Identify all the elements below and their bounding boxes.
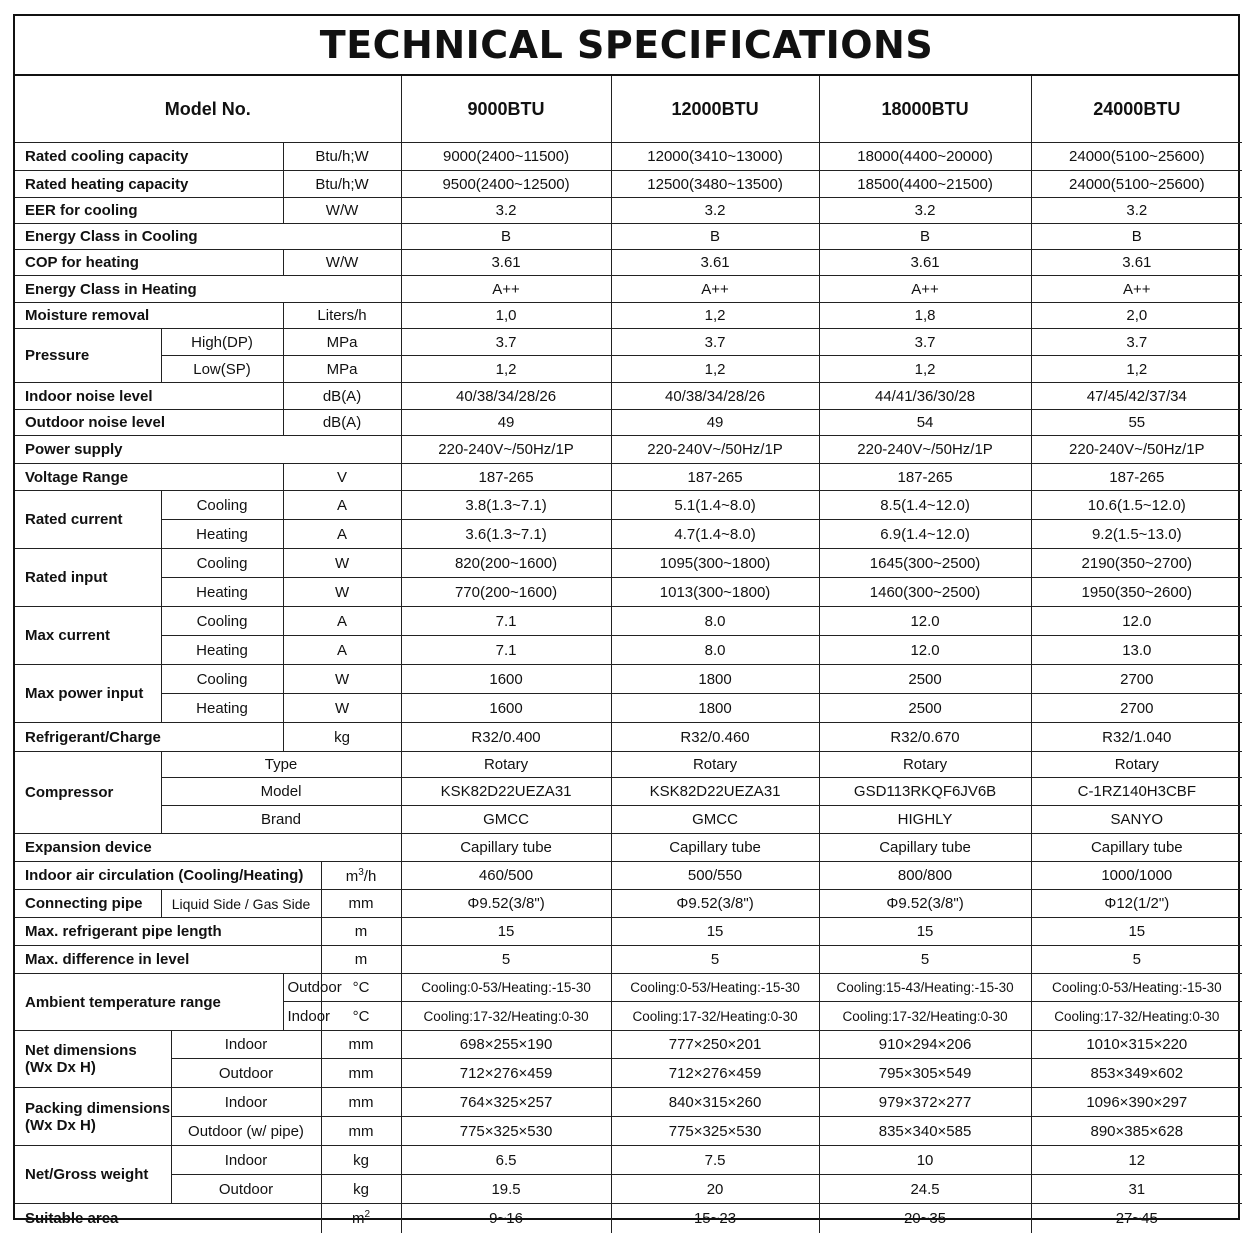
- table-row: [15, 520, 1242, 549]
- value-cell: 698×255×190: [401, 1031, 611, 1059]
- value-cell: 24000(5100~25600): [1031, 171, 1242, 198]
- group-label: [15, 1031, 171, 1088]
- table-row: [15, 224, 1242, 250]
- value-cell: Rotary: [611, 752, 819, 778]
- value-cell: R32/0.400: [401, 723, 611, 752]
- table-row: [15, 1117, 1242, 1146]
- model-header: 9000BTU: [401, 76, 611, 143]
- unit-cell: kg: [321, 1175, 401, 1204]
- value-cell: A++: [401, 276, 611, 303]
- unit-cell: [321, 862, 401, 890]
- sub-label: Outdoor (w/ pipe): [171, 1117, 321, 1146]
- value-cell: 5: [401, 946, 611, 974]
- row-label: Energy Class in Heating: [15, 276, 401, 303]
- table-row: [15, 974, 1242, 1002]
- table-row: [15, 578, 1242, 607]
- group-label: [15, 1088, 171, 1146]
- spec-sheet: [13, 14, 1240, 1228]
- table-row: [15, 752, 1242, 778]
- table-row: [15, 171, 1242, 198]
- table-row: [15, 890, 1242, 918]
- table-row: [15, 636, 1242, 665]
- value-cell: SANYO: [1031, 806, 1242, 834]
- unit-cell: W/W: [283, 250, 401, 276]
- value-cell: 19.5: [401, 1175, 611, 1204]
- unit-base: m: [351, 1210, 365, 1228]
- value-cell: 5: [1031, 946, 1242, 974]
- value-cell: 44/41/36/30/28: [819, 383, 1031, 410]
- value-cell: Cooling:0-53/Heating:-15-30: [1031, 974, 1242, 1002]
- value-cell: 1,0: [401, 303, 611, 329]
- value-cell: 910×294×206: [819, 1031, 1031, 1059]
- value-cell: Capillary tube: [401, 834, 611, 862]
- value-cell: 15: [401, 918, 611, 946]
- table-row: [15, 1031, 1242, 1059]
- table-row: [15, 1059, 1242, 1088]
- value-cell: 13.0: [1031, 636, 1242, 665]
- value-cell: KSK82D22UEZA31: [401, 778, 611, 806]
- value-cell: 775×325×530: [401, 1117, 611, 1146]
- value-cell: 2500: [819, 694, 1031, 723]
- value-cell: 712×276×459: [611, 1059, 819, 1088]
- value-cell: 20~35: [819, 1204, 1031, 1233]
- value-cell: 1,2: [819, 356, 1031, 383]
- row-label: Max. difference in level: [15, 946, 321, 974]
- value-cell: 54: [819, 410, 1031, 436]
- header-row: [15, 76, 1242, 143]
- unit-cell: MPa: [283, 329, 401, 356]
- value-cell: 220-240V~/50Hz/1P: [819, 436, 1031, 464]
- value-cell: Rotary: [1031, 752, 1242, 778]
- unit-cell: W/W: [283, 198, 401, 224]
- value-cell: R32/0.670: [819, 723, 1031, 752]
- value-cell: 3.61: [819, 250, 1031, 276]
- value-cell: 49: [611, 410, 819, 436]
- table-row: [15, 198, 1242, 224]
- value-cell: A++: [1031, 276, 1242, 303]
- value-cell: KSK82D22UEZA31: [611, 778, 819, 806]
- value-cell: 3.2: [1031, 198, 1242, 224]
- value-cell: 9.2(1.5~13.0): [1031, 520, 1242, 549]
- unit-cell: mm: [321, 1059, 401, 1088]
- value-cell: 1,2: [611, 356, 819, 383]
- value-cell: 840×315×260: [611, 1088, 819, 1117]
- unit-superscript: 3: [358, 866, 364, 878]
- value-cell: C-1RZ140H3CBF: [1031, 778, 1242, 806]
- unit-cell: W: [283, 694, 401, 723]
- unit-cell: mm: [321, 1117, 401, 1146]
- value-cell: 1600: [401, 665, 611, 694]
- value-cell: 4.7(1.4~8.0): [611, 520, 819, 549]
- model-header: 24000BTU: [1031, 76, 1242, 143]
- value-cell: 1800: [611, 694, 819, 723]
- value-cell: 187-265: [819, 464, 1031, 491]
- value-cell: 12500(3480~13500): [611, 171, 819, 198]
- page-title: TECHNICAL SPECIFICATIONS: [15, 16, 1238, 76]
- table-row: [15, 303, 1242, 329]
- table-row: [15, 694, 1242, 723]
- value-cell: Cooling:17-32/Heating:0-30: [611, 1002, 819, 1031]
- value-cell: 3.7: [819, 329, 1031, 356]
- sub-label: Model: [161, 778, 401, 806]
- group-label: Rated input: [15, 549, 161, 607]
- value-cell: 3.61: [1031, 250, 1242, 276]
- unit-cell: kg: [321, 1146, 401, 1175]
- value-cell: 1010×315×220: [1031, 1031, 1242, 1059]
- value-cell: 3.61: [401, 250, 611, 276]
- value-cell: Rotary: [401, 752, 611, 778]
- group-label-line: (Wx Dx H): [25, 1059, 96, 1076]
- value-cell: R32/1.040: [1031, 723, 1242, 752]
- row-label: Rated heating capacity: [15, 171, 283, 198]
- value-cell: 15: [1031, 918, 1242, 946]
- value-cell: 10.6(1.5~12.0): [1031, 491, 1242, 520]
- value-cell: B: [819, 224, 1031, 250]
- row-label: Outdoor noise level: [15, 410, 283, 436]
- sub-label: Cooling: [161, 665, 283, 694]
- table-row: [15, 356, 1242, 383]
- unit-base: m: [345, 867, 359, 885]
- row-label: COP for heating: [15, 250, 283, 276]
- unit-cell: W: [283, 578, 401, 607]
- unit-cell: A: [283, 636, 401, 665]
- value-cell: 800/800: [819, 862, 1031, 890]
- value-cell: Cooling:17-32/Heating:0-30: [1031, 1002, 1242, 1031]
- sub-label: Low(SP): [161, 356, 283, 383]
- value-cell: 187-265: [1031, 464, 1242, 491]
- group-label: Ambient temperature range: [15, 974, 283, 1031]
- value-cell: 9500(2400~12500): [401, 171, 611, 198]
- value-cell: Capillary tube: [1031, 834, 1242, 862]
- table-row: [15, 464, 1242, 491]
- table-row: [15, 436, 1242, 464]
- group-label: Net/Gross weight: [15, 1146, 171, 1204]
- unit-cell: Btu/h;W: [283, 171, 401, 198]
- value-cell: 12.0: [1031, 607, 1242, 636]
- value-cell: 3.6(1.3~7.1): [401, 520, 611, 549]
- sub-label: Indoor: [171, 1146, 321, 1175]
- value-cell: 47/45/42/37/34: [1031, 383, 1242, 410]
- group-label: Compressor: [15, 752, 161, 834]
- sub-label: Indoor: [283, 1002, 321, 1031]
- group-label: Pressure: [15, 329, 161, 383]
- value-cell: 12.0: [819, 607, 1031, 636]
- group-label-line: Net dimensions: [25, 1042, 137, 1059]
- value-cell: Capillary tube: [819, 834, 1031, 862]
- value-cell: 3.2: [611, 198, 819, 224]
- model-label: Model No.: [15, 76, 401, 143]
- sub-label: Cooling: [161, 607, 283, 636]
- value-cell: 18500(4400~21500): [819, 171, 1031, 198]
- table-row: [15, 143, 1242, 171]
- group-label-line: (Wx Dx H): [25, 1116, 96, 1134]
- value-cell: 2190(350~2700): [1031, 549, 1242, 578]
- sub-label: Type: [161, 752, 401, 778]
- sub-label: Liquid Side / Gas Side: [161, 890, 321, 918]
- value-cell: 3.2: [819, 198, 1031, 224]
- row-label: Voltage Range: [15, 464, 283, 491]
- value-cell: 853×349×602: [1031, 1059, 1242, 1088]
- row-label: Energy Class in Cooling: [15, 224, 401, 250]
- value-cell: Capillary tube: [611, 834, 819, 862]
- unit-cell: A: [283, 607, 401, 636]
- value-cell: 40/38/34/28/26: [401, 383, 611, 410]
- value-cell: 15: [611, 918, 819, 946]
- sub-label: Heating: [161, 694, 283, 723]
- value-cell: 1013(300~1800): [611, 578, 819, 607]
- value-cell: 31: [1031, 1175, 1242, 1204]
- value-cell: 820(200~1600): [401, 549, 611, 578]
- row-label: Indoor noise level: [15, 383, 283, 410]
- row-label: Refrigerant/Charge: [15, 723, 283, 752]
- unit-cell: °C: [321, 974, 401, 1002]
- table-row: [15, 491, 1242, 520]
- value-cell: 2,0: [1031, 303, 1242, 329]
- value-cell: 2700: [1031, 665, 1242, 694]
- value-cell: GMCC: [401, 806, 611, 834]
- table-row: [15, 918, 1242, 946]
- value-cell: 3.8(1.3~7.1): [401, 491, 611, 520]
- value-cell: 8.0: [611, 636, 819, 665]
- unit-cell: mm: [321, 1031, 401, 1059]
- table-row: [15, 329, 1242, 356]
- unit-tail: /h: [363, 867, 377, 885]
- value-cell: 890×385×628: [1031, 1117, 1242, 1146]
- value-cell: 1645(300~2500): [819, 549, 1031, 578]
- table-row: [15, 946, 1242, 974]
- unit-cell: dB(A): [283, 410, 401, 436]
- unit-cell: A: [283, 491, 401, 520]
- value-cell: 24000(5100~25600): [1031, 143, 1242, 171]
- value-cell: 10: [819, 1146, 1031, 1175]
- value-cell: 8.0: [611, 607, 819, 636]
- row-label: EER for cooling: [15, 198, 283, 224]
- value-cell: 20: [611, 1175, 819, 1204]
- value-cell: Φ12(1/2"): [1031, 890, 1242, 918]
- model-header: 18000BTU: [819, 76, 1031, 143]
- value-cell: 795×305×549: [819, 1059, 1031, 1088]
- group-label: Max power input: [15, 665, 161, 723]
- value-cell: 187-265: [611, 464, 819, 491]
- row-label: Rated cooling capacity: [15, 143, 283, 171]
- value-cell: 1950(350~2600): [1031, 578, 1242, 607]
- value-cell: 777×250×201: [611, 1031, 819, 1059]
- table-row: [15, 276, 1242, 303]
- group-label: Rated current: [15, 491, 161, 549]
- row-label: Expansion device: [15, 834, 401, 862]
- value-cell: 3.7: [401, 329, 611, 356]
- unit-cell: W: [283, 549, 401, 578]
- sub-label: High(DP): [161, 329, 283, 356]
- value-cell: 15~23: [611, 1204, 819, 1233]
- value-cell: 2500: [819, 665, 1031, 694]
- row-label: Indoor air circulation (Cooling/Heating): [15, 862, 321, 890]
- sub-label: Heating: [161, 520, 283, 549]
- group-label: Max current: [15, 607, 161, 665]
- unit-cell: Btu/h;W: [283, 143, 401, 171]
- value-cell: 220-240V~/50Hz/1P: [401, 436, 611, 464]
- value-cell: 7.1: [401, 607, 611, 636]
- unit-cell: kg: [283, 723, 401, 752]
- value-cell: A++: [819, 276, 1031, 303]
- value-cell: 712×276×459: [401, 1059, 611, 1088]
- value-cell: 764×325×257: [401, 1088, 611, 1117]
- row-label: Max. refrigerant pipe length: [15, 918, 321, 946]
- unit-cell: MPa: [283, 356, 401, 383]
- value-cell: Φ9.52(3/8"): [611, 890, 819, 918]
- value-cell: 3.7: [611, 329, 819, 356]
- sub-label: Outdoor: [283, 974, 321, 1002]
- table-row: [15, 778, 1242, 806]
- sub-label: Heating: [161, 578, 283, 607]
- value-cell: Cooling:0-53/Heating:-15-30: [401, 974, 611, 1002]
- table-row: [15, 410, 1242, 436]
- value-cell: 1096×390×297: [1031, 1088, 1242, 1117]
- value-cell: 15: [819, 918, 1031, 946]
- sub-label: Outdoor: [171, 1059, 321, 1088]
- unit-cell: mm: [321, 890, 401, 918]
- table-row: [15, 549, 1242, 578]
- value-cell: 770(200~1600): [401, 578, 611, 607]
- value-cell: Φ9.52(3/8"): [401, 890, 611, 918]
- value-cell: 12.0: [819, 636, 1031, 665]
- value-cell: 1600: [401, 694, 611, 723]
- value-cell: 49: [401, 410, 611, 436]
- value-cell: GSD113RKQF6JV6B: [819, 778, 1031, 806]
- value-cell: 775×325×530: [611, 1117, 819, 1146]
- value-cell: 1,2: [611, 303, 819, 329]
- table-row: [15, 665, 1242, 694]
- value-cell: 24.5: [819, 1175, 1031, 1204]
- value-cell: 12: [1031, 1146, 1242, 1175]
- model-header: 12000BTU: [611, 76, 819, 143]
- value-cell: 187-265: [401, 464, 611, 491]
- value-cell: 6.9(1.4~12.0): [819, 520, 1031, 549]
- value-cell: 8.5(1.4~12.0): [819, 491, 1031, 520]
- table-row: [15, 1146, 1242, 1175]
- sub-label: Cooling: [161, 491, 283, 520]
- unit-cell: dB(A): [283, 383, 401, 410]
- value-cell: 3.61: [611, 250, 819, 276]
- value-cell: 1,8: [819, 303, 1031, 329]
- sub-label: Brand: [161, 806, 401, 834]
- unit-cell: m: [321, 918, 401, 946]
- value-cell: 5: [611, 946, 819, 974]
- value-cell: 220-240V~/50Hz/1P: [1031, 436, 1242, 464]
- group-label-line: Packing dimensions: [25, 1099, 171, 1117]
- value-cell: Cooling:17-32/Heating:0-30: [819, 1002, 1031, 1031]
- unit-cell: Liters/h: [283, 303, 401, 329]
- sub-label: Outdoor: [171, 1175, 321, 1204]
- value-cell: Rotary: [819, 752, 1031, 778]
- value-cell: 2700: [1031, 694, 1242, 723]
- value-cell: 835×340×585: [819, 1117, 1031, 1146]
- value-cell: R32/0.460: [611, 723, 819, 752]
- value-cell: 3.7: [1031, 329, 1242, 356]
- table-row: [15, 862, 1242, 890]
- value-cell: GMCC: [611, 806, 819, 834]
- unit-cell: W: [283, 665, 401, 694]
- value-cell: 7.5: [611, 1146, 819, 1175]
- table-row: [15, 383, 1242, 410]
- row-label: Power supply: [15, 436, 401, 464]
- unit-cell: [321, 1204, 401, 1233]
- table-row: [15, 250, 1242, 276]
- value-cell: B: [401, 224, 611, 250]
- value-cell: Cooling:15-43/Heating:-15-30: [819, 974, 1031, 1002]
- value-cell: 1,2: [401, 356, 611, 383]
- value-cell: 1000/1000: [1031, 862, 1242, 890]
- value-cell: 9000(2400~11500): [401, 143, 611, 171]
- table-row: [15, 723, 1242, 752]
- unit-cell: °C: [321, 1002, 401, 1031]
- unit-cell: m: [321, 946, 401, 974]
- value-cell: A++: [611, 276, 819, 303]
- value-cell: HIGHLY: [819, 806, 1031, 834]
- value-cell: 979×372×277: [819, 1088, 1031, 1117]
- table-row: [15, 1088, 1242, 1117]
- value-cell: 5.1(1.4~8.0): [611, 491, 819, 520]
- value-cell: 9~16: [401, 1204, 611, 1233]
- value-cell: 500/550: [611, 862, 819, 890]
- row-label: Moisture removal: [15, 303, 283, 329]
- value-cell: 460/500: [401, 862, 611, 890]
- value-cell: 1,2: [1031, 356, 1242, 383]
- value-cell: Cooling:0-53/Heating:-15-30: [611, 974, 819, 1002]
- value-cell: Cooling:17-32/Heating:0-30: [401, 1002, 611, 1031]
- value-cell: 55: [1031, 410, 1242, 436]
- table-row: [15, 834, 1242, 862]
- value-cell: 1460(300~2500): [819, 578, 1031, 607]
- value-cell: 27~45: [1031, 1204, 1242, 1233]
- value-cell: 12000(3410~13000): [611, 143, 819, 171]
- table-row: [15, 806, 1242, 834]
- value-cell: 6.5: [401, 1146, 611, 1175]
- sub-label: Indoor: [171, 1031, 321, 1059]
- table-row: [15, 607, 1242, 636]
- row-label: Connecting pipe: [15, 890, 161, 918]
- unit-cell: V: [283, 464, 401, 491]
- value-cell: Φ9.52(3/8"): [819, 890, 1031, 918]
- value-cell: B: [611, 224, 819, 250]
- table-row: [15, 1204, 1242, 1233]
- sub-label: Heating: [161, 636, 283, 665]
- value-cell: 1800: [611, 665, 819, 694]
- sub-label: Cooling: [161, 549, 283, 578]
- spec-table: [15, 76, 1242, 1233]
- value-cell: 7.1: [401, 636, 611, 665]
- value-cell: 1095(300~1800): [611, 549, 819, 578]
- unit-cell: mm: [321, 1088, 401, 1117]
- value-cell: 40/38/34/28/26: [611, 383, 819, 410]
- value-cell: 3.2: [401, 198, 611, 224]
- table-row: [15, 1175, 1242, 1204]
- unit-cell: A: [283, 520, 401, 549]
- unit-superscript: 2: [364, 1209, 371, 1221]
- value-cell: 5: [819, 946, 1031, 974]
- value-cell: 18000(4400~20000): [819, 143, 1031, 171]
- row-label: Suitable area: [15, 1204, 321, 1233]
- value-cell: 220-240V~/50Hz/1P: [611, 436, 819, 464]
- value-cell: B: [1031, 224, 1242, 250]
- sub-label: Indoor: [171, 1088, 321, 1117]
